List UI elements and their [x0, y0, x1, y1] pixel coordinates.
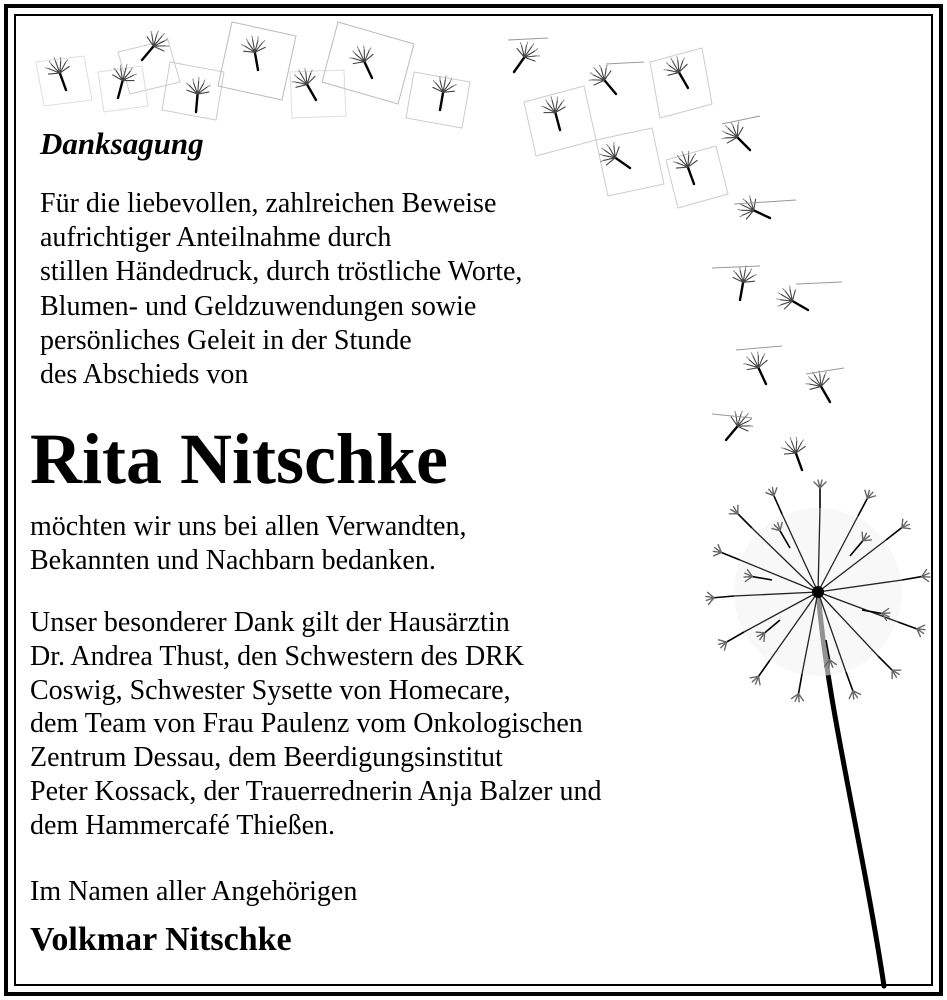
- dandelion-seed-icon: [504, 36, 548, 78]
- signer-name: Volkmar Nitschke: [30, 921, 292, 958]
- thanks-text: [30, 510, 466, 577]
- special-thanks-line: Coswig, Schwester Sysette von Homecare,: [30, 674, 511, 706]
- dandelion-seed-icon: [406, 72, 470, 128]
- dandelion-seed-icon: [736, 346, 782, 389]
- dandelion-icon: [706, 480, 931, 986]
- intro-text: [40, 187, 522, 392]
- thanks-line: möchten wir uns bei allen Verwandten,: [30, 511, 467, 542]
- dandelion-seed-icon: [666, 146, 728, 208]
- dandelion-seed-icon: [524, 86, 596, 156]
- special-thanks-line: Unser besonderer Dank gilt der Hausärztin: [30, 607, 510, 638]
- deceased-name: Rita Nitschke: [30, 419, 448, 499]
- dandelion-seed-icon: [712, 405, 758, 447]
- heading: Danksagung: [40, 126, 204, 161]
- special-thanks-line: Zentrum Dessau, dem Beerdigungsinstitut: [30, 742, 503, 774]
- special-thanks-line: dem Hammercafé Thießen.: [30, 809, 336, 841]
- dandelion-seed-icon: [650, 48, 712, 118]
- dandelion-seed-icon: [712, 263, 760, 302]
- special-thanks-line: dem Team von Frau Paulenz vom Onkologischen: [30, 708, 583, 740]
- dandelion-seed-icon: [288, 64, 346, 118]
- intro-line: Blumen- und Geldzuwendungen sowie: [40, 290, 477, 322]
- intro-line: Für die liebevollen, zahlreichen Beweise: [40, 188, 497, 219]
- dandelion-seed-icon: [717, 116, 760, 158]
- dandelion-seed-icon: [772, 282, 842, 320]
- intro-line: persönliches Geleit in der Stunde: [40, 324, 412, 356]
- dandelion-seed-icon: [162, 62, 224, 120]
- dandelion-seed-icon: [118, 25, 180, 94]
- dandelion-seed-icon: [584, 59, 644, 101]
- dandelion-seed-icon: [36, 53, 92, 106]
- dandelion-seed-icon: [802, 366, 844, 408]
- dandelion-seed-icon: [594, 128, 664, 196]
- special-thanks-text: [30, 606, 602, 843]
- dandelion-seed-icon: [98, 61, 148, 112]
- dandelion-seed-icon: [733, 192, 796, 229]
- special-thanks-line: Peter Kossack, der Trauerrednerin Anja Balzer und: [30, 775, 602, 807]
- dandelion-seed-icon: [779, 433, 814, 474]
- intro-line: stillen Händedruck, durch tröstliche Worte,: [40, 256, 523, 288]
- dandelion-seed-icon: [218, 22, 296, 100]
- on-behalf-line: Im Namen aller Angehörigen: [30, 876, 358, 907]
- dandelion-seed-icon: [322, 22, 414, 104]
- thanks-line: Bekannten und Nachbarn bedanken.: [30, 544, 436, 576]
- intro-line: des Abschieds von: [40, 359, 249, 391]
- intro-line: aufrichtiger Anteilnahme durch: [40, 222, 392, 254]
- special-thanks-line: Dr. Andrea Thust, den Schwestern des DRK: [30, 640, 525, 672]
